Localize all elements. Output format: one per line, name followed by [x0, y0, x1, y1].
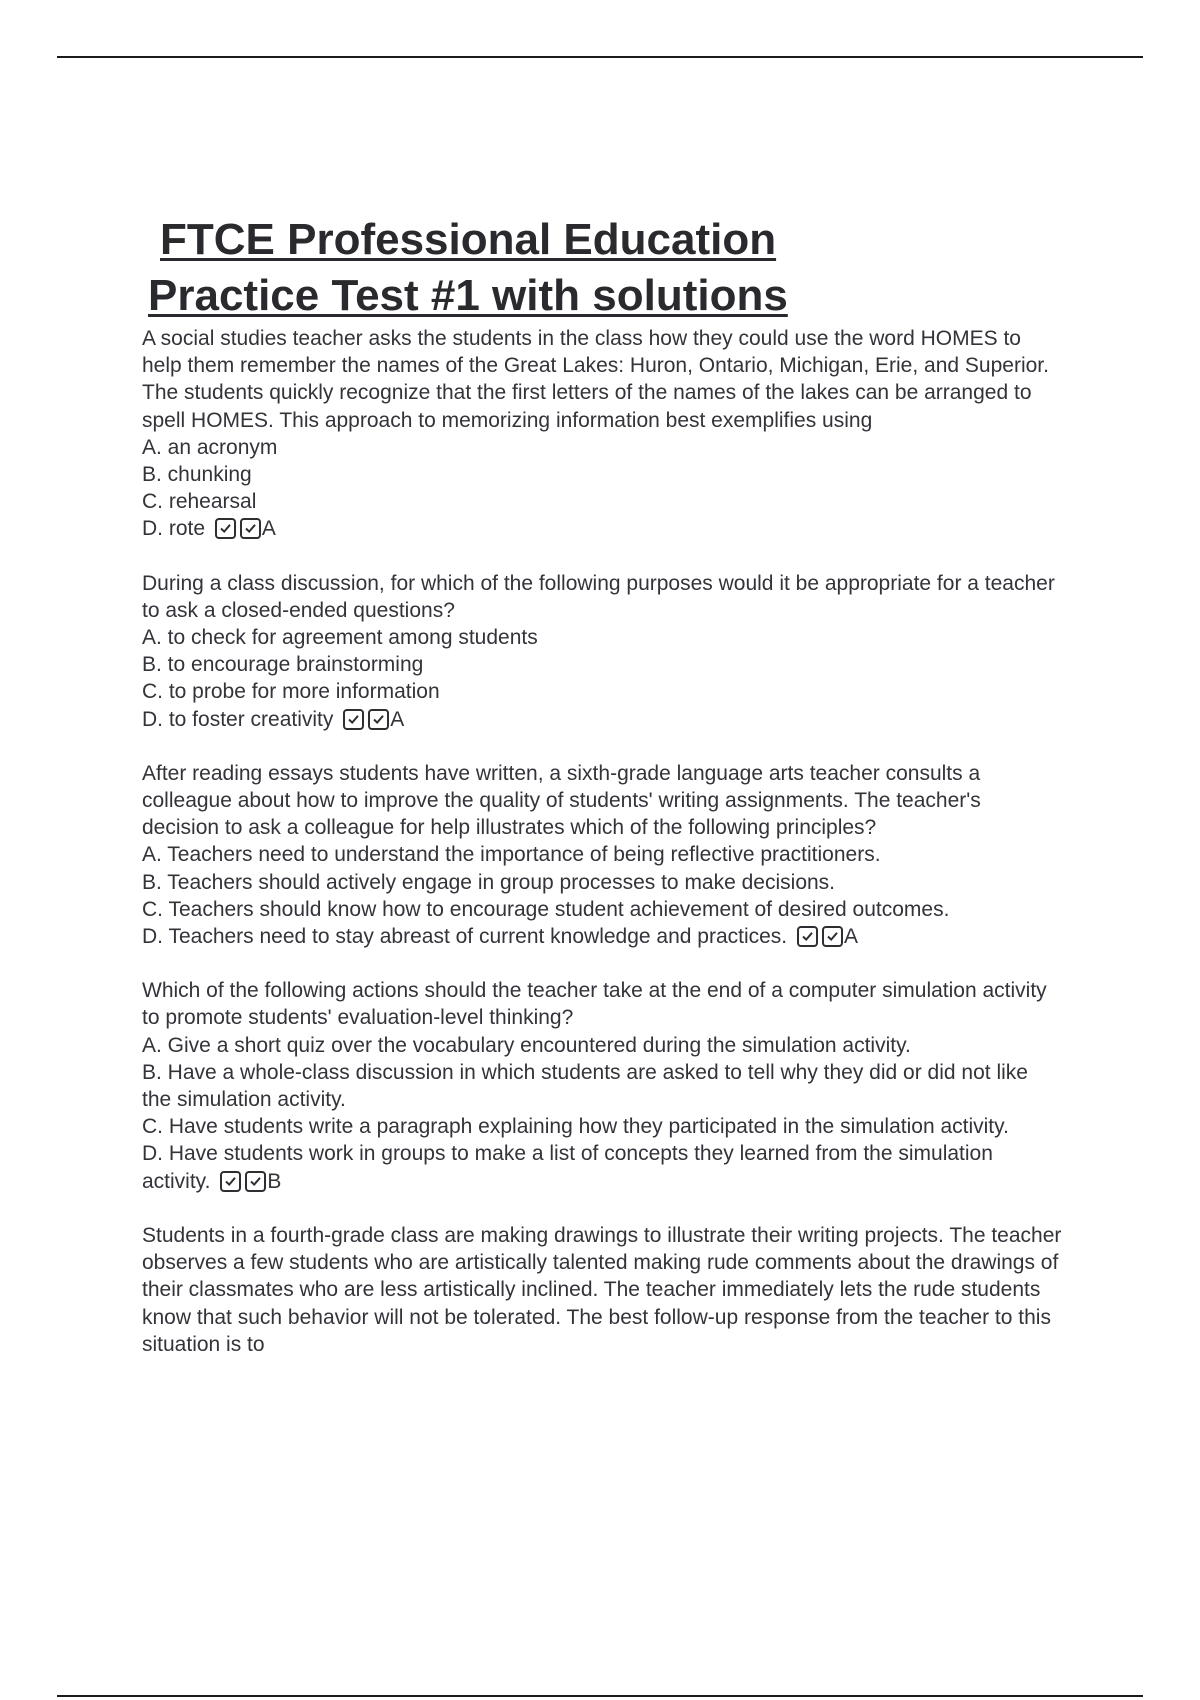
- checkbox-icon: [822, 926, 843, 947]
- option-b: B. Have a whole-class discussion in which students are asked to tell why they did or did not like the simulation activity.: [142, 1060, 1028, 1112]
- option-b: B. Teachers should actively engage in group processes to make decisions.: [142, 870, 836, 894]
- option-c: C. to probe for more information: [142, 680, 440, 704]
- question-4: [142, 977, 1062, 1195]
- question-stem: During a class discussion, for which of the following purposes would it be appropriate for a teacher to ask a closed-ended questions?: [142, 571, 1055, 622]
- question-3: [142, 760, 1062, 950]
- question-5: [142, 1222, 1062, 1358]
- checkbox-icon: [240, 518, 261, 539]
- checkbox-icon: [215, 518, 236, 539]
- option-c: C. rehearsal: [142, 490, 257, 514]
- option-d: D. Teachers need to stay abreast of current knowledge and practices.: [142, 925, 788, 949]
- bottom-rule: [57, 1695, 1143, 1697]
- checkbox-icon: [220, 1171, 241, 1192]
- page-title: [140, 212, 1040, 324]
- option-c: C. Have students write a paragraph explaining how they participated in the simulation activity.: [142, 1115, 1009, 1139]
- title-line-2: Practice Test #1 with solutions: [148, 271, 788, 320]
- checkbox-icon: [343, 709, 364, 730]
- checkbox-icon: [368, 709, 389, 730]
- answer-letter: A: [390, 707, 405, 731]
- checkbox-icon: [797, 926, 818, 947]
- option-b: B. to encourage brainstorming: [142, 653, 424, 677]
- option-d: D. to foster creativity: [142, 707, 334, 731]
- option-a: A. Give a short quiz over the vocabulary encountered during the simulation activity.: [142, 1033, 911, 1057]
- answer-letter: A: [261, 517, 276, 541]
- option-d: D. rote: [142, 517, 206, 541]
- question-2: [142, 570, 1062, 733]
- question-stem: A social studies teacher asks the students in the class how they could use the word HOMES to help them remember the names of the Great Lakes: Huron, Ontario, Michigan, Erie, and Superior. The students quickly recognize that the first letters of the names of the lakes can be arranged to spell HOMES. This approach to memorizing information best exemplifies using: [142, 327, 1049, 432]
- answer-letter: A: [844, 925, 859, 949]
- answer-letter: B: [267, 1169, 282, 1193]
- option-d-with-answer: [142, 515, 1062, 542]
- question-1: [142, 325, 1062, 543]
- title-line-1: FTCE Professional Education: [160, 215, 777, 264]
- option-a: A. an acronym: [142, 435, 278, 459]
- option-d-with-answer: [142, 706, 1062, 733]
- checkbox-icon: [245, 1171, 266, 1192]
- option-d-with-answer: [142, 1140, 1062, 1194]
- option-d: D. Have students work in groups to make a list of concepts they learned from the simulation activity.: [142, 1142, 993, 1193]
- option-a: A. Teachers need to understand the importance of being reflective practitioners.: [142, 843, 881, 867]
- top-rule: [57, 56, 1143, 58]
- option-b: B. chunking: [142, 463, 252, 487]
- question-stem: Which of the following actions should the teacher take at the end of a computer simulation activity to promote students' evaluation-level thinking?: [142, 979, 1047, 1030]
- question-stem: After reading essays students have written, a sixth-grade language arts teacher consults a colleague about how to improve the quality of students' writing assignments. The teacher's decision to ask a colleague for help illustrates which of the following principles?: [142, 761, 981, 840]
- option-c: C. Teachers should know how to encourage student achievement of desired outcomes.: [142, 897, 950, 921]
- question-stem: Students in a fourth-grade class are making drawings to illustrate their writing projects. The teacher observes a few students who are artistically talented making rude comments about the drawings of their classmates who are less artistically inclined. The teacher immediately lets the rude students know that such behavior will not be tolerated. The best follow-up response from the teacher to this situation is to: [142, 1223, 1062, 1356]
- option-a: A. to check for agreement among students: [142, 626, 538, 650]
- question-list: [142, 325, 1062, 1385]
- option-d-with-answer: [142, 923, 1062, 950]
